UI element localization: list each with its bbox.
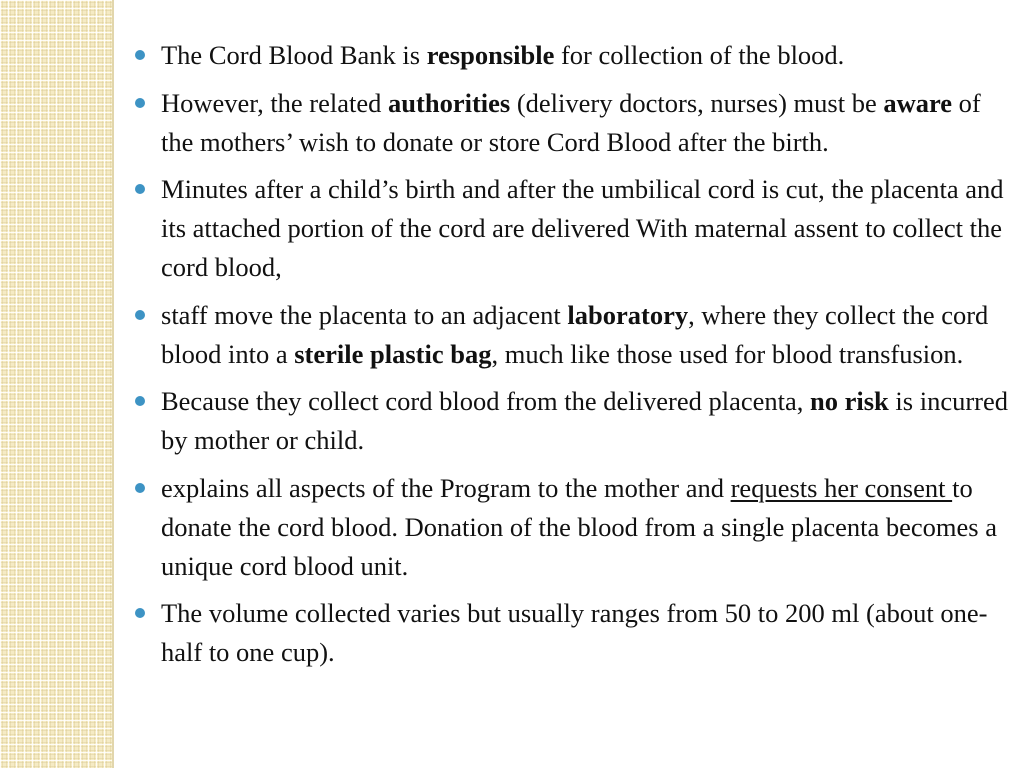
bold-text: responsible bbox=[426, 40, 555, 70]
bullet-text: , much like those used for blood transfusion. bbox=[491, 338, 964, 369]
bullet-text: , where they collect the cord blood into a bbox=[161, 299, 989, 369]
bullet-text: Because they collect cord blood from the delivered placenta, bbox=[161, 386, 810, 416]
bullet-dot-icon bbox=[135, 50, 145, 60]
bullet-text: of the mothers’ wish to donate or store Cord Blood after the birth. bbox=[161, 87, 981, 157]
bullet-text: for collection of the blood. bbox=[554, 40, 845, 70]
bullet-dot-icon bbox=[135, 184, 145, 194]
bold-text: no risk bbox=[809, 386, 889, 416]
bullet-item bbox=[128, 594, 1012, 672]
bullet-item bbox=[128, 296, 1012, 374]
bullet-text: The Cord Blood Bank is bbox=[161, 40, 427, 70]
bullet-dot-icon bbox=[135, 396, 145, 406]
bullet-item bbox=[128, 36, 1012, 75]
bullet-item bbox=[128, 84, 1012, 162]
decorative-side-pattern bbox=[0, 0, 112, 768]
bullet-text: explains all aspects of the Program to the mother and bbox=[161, 472, 731, 503]
bullet-item bbox=[128, 170, 1012, 287]
bullet-text: staff move the placenta to an adjacent bbox=[161, 299, 568, 330]
bold-text: sterile plastic bag bbox=[294, 338, 492, 369]
side-pattern-edge bbox=[112, 0, 114, 768]
bullet-text: is incurred by mother or child. bbox=[161, 386, 1008, 455]
bullet-text: The volume collected varies but usually ranges from 50 to 200 ml (about one-half to one cup). bbox=[161, 598, 988, 667]
bullet-item bbox=[128, 382, 1012, 460]
bullet-dot-icon bbox=[135, 98, 145, 108]
bold-text: laboratory bbox=[567, 299, 689, 330]
bold-text: aware bbox=[883, 87, 953, 118]
bullet-dot-icon bbox=[135, 483, 145, 493]
bullet-list bbox=[128, 36, 1012, 672]
bold-text: authorities bbox=[388, 87, 511, 118]
underlined-text: requests her consent bbox=[730, 472, 953, 503]
bullet-item bbox=[128, 469, 1012, 586]
bullet-text: (delivery doctors, nurses) must be bbox=[510, 87, 884, 118]
bullet-dot-icon bbox=[135, 608, 145, 618]
bullet-text: Minutes after a child’s birth and after the umbilical cord is cut, the placenta and its attached portion of the cord are delivered With maternal assent to collect the cord blood, bbox=[161, 174, 1004, 282]
bullet-text: to donate the cord blood. Donation of the blood from a single placenta becomes a unique cord blood unit. bbox=[161, 472, 997, 581]
bullet-dot-icon bbox=[135, 310, 145, 320]
slide-content bbox=[128, 36, 1012, 681]
bullet-text: However, the related bbox=[161, 87, 389, 118]
